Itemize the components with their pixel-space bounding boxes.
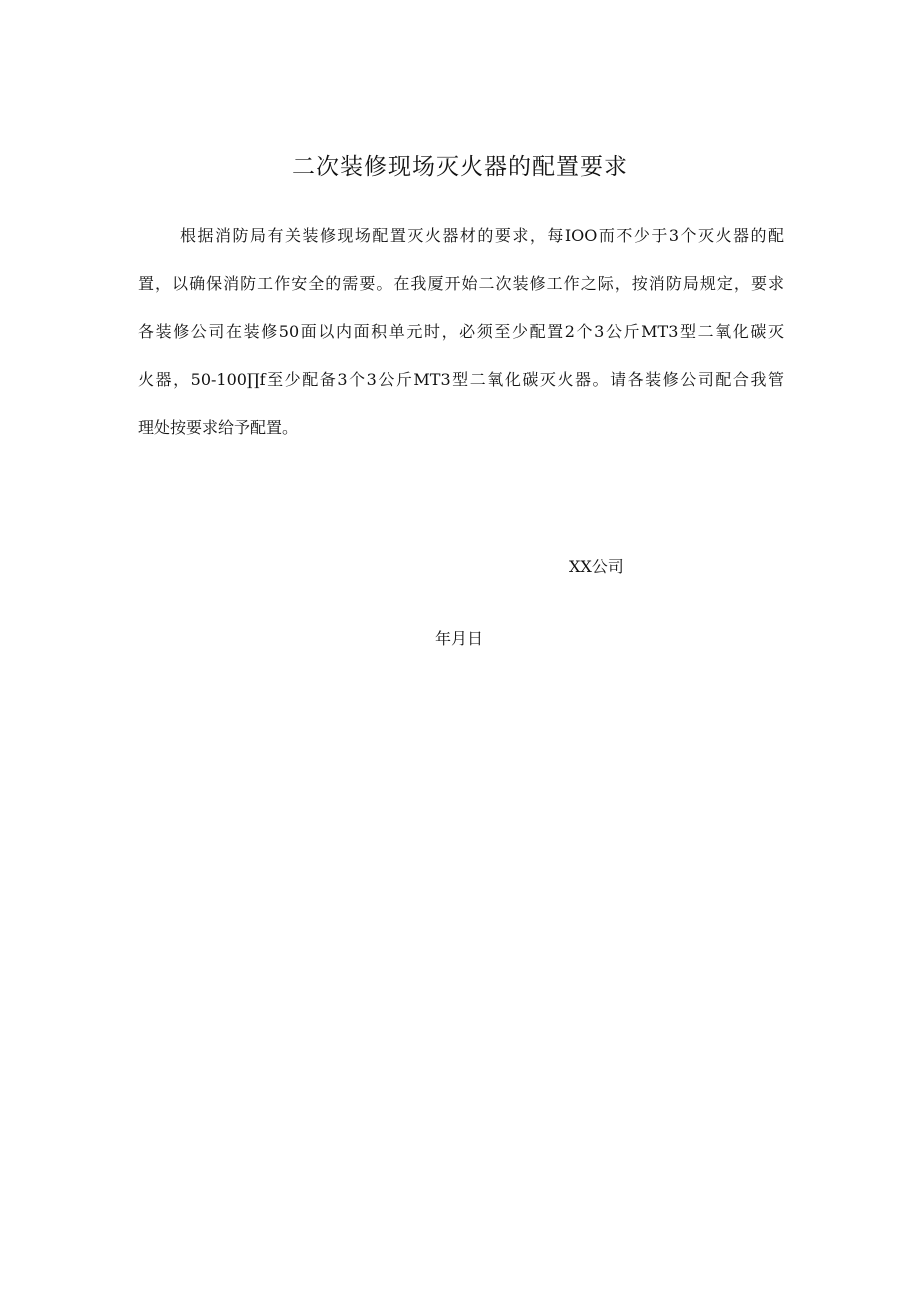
company-signature: XX公司 (569, 557, 624, 576)
document-title: 二次装修现场灭火器的配置要求 (292, 154, 628, 180)
paragraph-line: 各装修公司在装修50面以内面积单元时，必须至少配置2个3公斤MT3型二氧化碳灭 (138, 322, 784, 341)
paragraph-line: 根据消防局有关装修现场配置灭火器材的要求，每IOO而不少于3个灭火器的配 (180, 226, 784, 245)
date-line: 年月日 (435, 629, 484, 648)
paragraph-line: 火器，50-100∏f至少配备3个3公斤MT3型二氧化碳灭火器。请各装修公司配合我管 (138, 370, 784, 389)
paragraph-line: 置，以确保消防工作安全的需要。在我厦开始二次装修工作之际，按消防局规定，要求 (138, 274, 784, 293)
paragraph-line: 理处按要求给予配置。 (138, 418, 299, 437)
body-paragraph (138, 222, 784, 462)
